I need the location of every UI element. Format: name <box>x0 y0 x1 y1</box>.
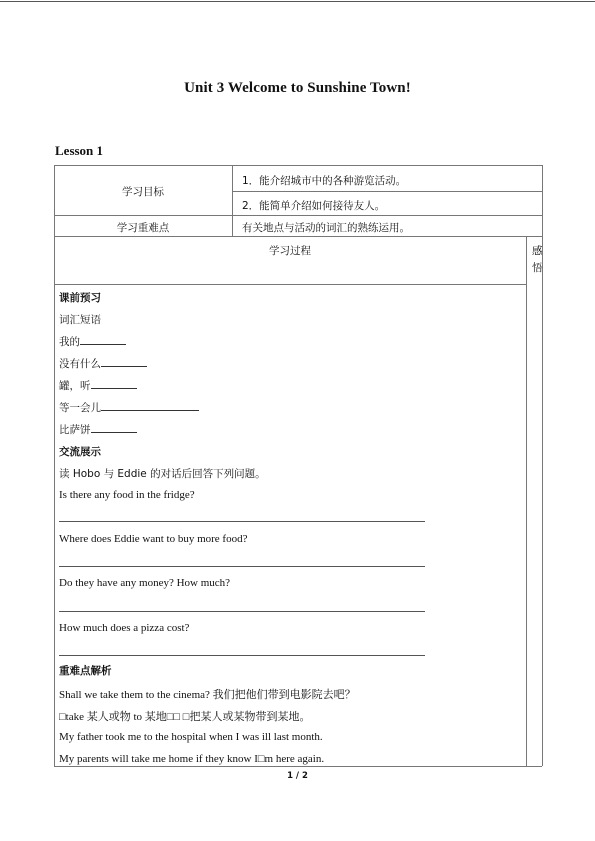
answer-blank[interactable] <box>101 400 199 411</box>
objectives-divider <box>232 191 542 192</box>
vocab-term: 没有什么 <box>59 358 101 370</box>
question-1: Is there any food in the fridge? <box>59 489 195 501</box>
table-border-top <box>54 165 542 166</box>
vocab-item <box>59 334 126 349</box>
process-label: 学习过程 <box>269 245 311 257</box>
preview-heading: 课前预习 <box>59 292 101 304</box>
question-2: Where does Eddie want to buy more food? <box>59 533 248 545</box>
question-4: How much does a pizza cost? <box>59 622 190 634</box>
analysis-sentence: Shall we take them to the cinema? 我们把他们带到电影院去吧？ <box>59 689 356 701</box>
process-row-top <box>54 236 542 237</box>
page-number: 1 / 2 <box>287 771 308 781</box>
answer-blank[interactable] <box>80 334 126 345</box>
vocab-item <box>59 378 137 393</box>
phrase-note: □take 某人或物 to 某地□□ □把某人或某物带到某地。 <box>59 711 311 723</box>
objective-2: 2．能简单介绍如何接待友人。 <box>242 200 386 212</box>
content-row-top <box>54 284 526 285</box>
vocab-item <box>59 422 137 437</box>
answer-line[interactable] <box>59 655 425 656</box>
vocab-item <box>59 400 199 415</box>
objectives-label: 学习目标 <box>122 186 164 198</box>
vocab-heading: 词汇短语 <box>59 314 101 326</box>
vocab-item <box>59 356 147 371</box>
exchange-instruction: 读 Hobo 与 Eddie 的对话后回答下列问题。 <box>59 468 266 480</box>
vocab-term: 我的 <box>59 336 80 348</box>
analysis-heading: 重难点解析 <box>59 665 112 677</box>
reflection-column-divider <box>526 236 527 766</box>
vocab-term: 等一会儿 <box>59 402 101 414</box>
focus-label: 学习重难点 <box>116 222 170 234</box>
table-border-bottom <box>54 766 542 767</box>
label-column-divider <box>232 165 233 236</box>
vocab-term: 罐，听 <box>59 380 91 392</box>
answer-blank[interactable] <box>91 422 137 433</box>
answer-line[interactable] <box>59 611 425 612</box>
objective-1: 1．能介绍城市中的各种游览活动。 <box>242 175 407 187</box>
focus-text: 有关地点与活动的词汇的熟练运用。 <box>242 222 410 234</box>
vocab-term: 比萨饼 <box>59 424 91 436</box>
answer-line[interactable] <box>59 521 425 522</box>
reflection-label: 感悟 <box>532 245 543 274</box>
question-3: Do they have any money? How much? <box>59 577 231 589</box>
focus-row-top <box>54 215 542 216</box>
answer-blank[interactable] <box>91 378 137 389</box>
page-top-rule <box>0 1 595 2</box>
answer-blank[interactable] <box>101 356 147 367</box>
example-sentence-1: My father took me to the hospital when I was ill last month. <box>59 731 323 743</box>
exchange-heading: 交流展示 <box>59 446 101 458</box>
page-title: Unit 3 Welcome to Sunshine Town! <box>184 80 411 96</box>
study-table <box>54 165 542 766</box>
example-sentence-2: My parents will take me home if they know I□m here again. <box>59 753 325 765</box>
lesson-heading: Lesson 1 <box>55 143 104 158</box>
answer-line[interactable] <box>59 566 425 567</box>
